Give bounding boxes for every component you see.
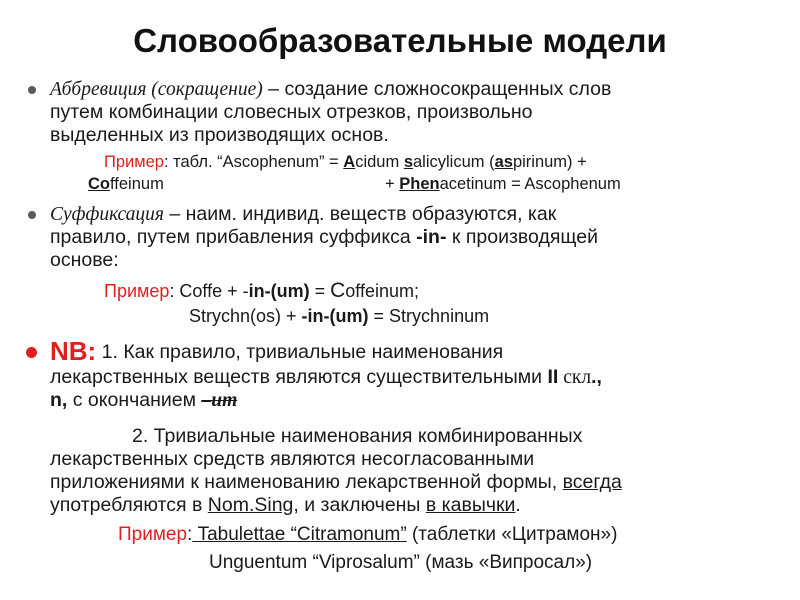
suff-text-2c: к производящей [446,226,598,248]
ex-A: A [343,153,356,171]
ex2a: Strychn(os) + [189,306,302,326]
suff-example-line-2 [189,306,489,327]
nb-p2-line-3 [50,471,622,493]
bullet-dot [28,86,36,94]
nb-always: всегда [562,471,622,493]
ex1d: С [330,279,346,302]
example-label: Пример [118,524,188,545]
nb-ending-um: –um [201,390,238,411]
ex-ffeinum: ffeinum [110,175,164,193]
ex-Co: Co [88,175,110,193]
suff-line-3: основе: [50,249,119,271]
ex2b: -in-(um) [301,306,369,326]
nb-p2-line-1: 2. Тривиальные наименования комбинированных [132,425,583,447]
nb-in-quotes: в кавычки [425,494,516,516]
abbr-line-1 [50,78,611,101]
nb-n: n, [50,389,68,411]
abbr-example-line-2a [88,175,164,194]
suff-term: Суффиксация [50,204,164,225]
example-label: Пример [104,281,170,301]
nb-p2-text-4a: употребляются в [50,494,208,516]
suff-suffix: -in- [416,226,447,248]
nb-example-line-1 [118,524,617,546]
nb-roman-II: II [547,366,559,388]
nb-ending-label: с окончанием [67,389,202,411]
bullet-dot [28,211,36,219]
nb-p1-text-1: 1. Как правило, тривиальные наименования [96,341,504,363]
nb-line-1 [50,336,503,367]
abbr-example-line-1 [104,153,587,172]
abbr-text-1: – создание сложносокращенных слов [262,78,612,100]
nb-p2-line-2: лекарственных средств являются несогласованными [50,448,535,470]
ex-acetinum: acetinum = Ascophenum [439,175,621,193]
ex1b: in-(um) [248,281,310,301]
suff-text-2a: правило, путем прибавления суффикса [50,226,417,248]
suff-text-1: – наим. индивид. веществ образуются, как [163,203,557,225]
nb-example-line-2 [209,552,592,574]
nb-ex1a: : [187,524,193,545]
ex1a: : Coffe + - [169,281,249,301]
ex-Phen: Phen [399,175,440,193]
ex-s: s [403,153,413,171]
example-label: Пример [104,153,164,171]
ex2c: = Strychninum [368,306,490,326]
ex1c: = [309,281,331,301]
ex-alicylicum: alicylicum ( [413,153,495,171]
slide-title: Словообразовательные модели [133,22,667,59]
example-text: : табл. “Ascophenum” = [163,153,344,171]
nb-ex2b: (мазь «Випросал») [419,552,593,573]
nb-nom-sing: Nom.Sing [207,494,294,516]
nb-line-2 [50,366,602,389]
nb-skl: скл [558,367,592,388]
nb-period: . [515,494,521,516]
abbr-term: Аббревиция (сокращение) [50,79,263,100]
ex-plus: + [385,175,400,193]
ex-as: as [494,153,513,171]
nb-bullet-dot [26,347,37,358]
ex-cidum: cidum [355,153,404,171]
abbr-line-2: путем комбинации словесных отрезков, произвольно [50,101,533,123]
ex-pirinum: pirinum) + [512,153,587,171]
suff-example-line-1 [104,279,419,303]
nb-line-3 [50,389,237,412]
nb-ex2a: Unguentum “Viprosalum” [209,552,420,573]
suff-line-1 [50,203,556,226]
nb-ex1b: Tabulettae “Citramonum” [192,524,407,545]
nb-dot-comma: ., [591,366,602,388]
abbr-example-line-2b [385,175,621,194]
suff-line-2 [50,226,598,248]
nb-label: NB: [50,336,97,366]
nb-p2-line-4 [50,494,521,516]
nb-p1-text-2a: лекарственных веществ являются существительными [50,366,548,388]
nb-p2-text-4c: , и заключены [293,494,426,516]
ex1e: offeinum; [345,281,420,301]
nb-ex1c: (таблетки «Цитрамон») [406,524,618,545]
nb-p2-text-3a: приложениями к наименованию лекарственной формы, [50,471,563,493]
abbr-line-3: выделенных из производящих основ. [50,124,389,146]
